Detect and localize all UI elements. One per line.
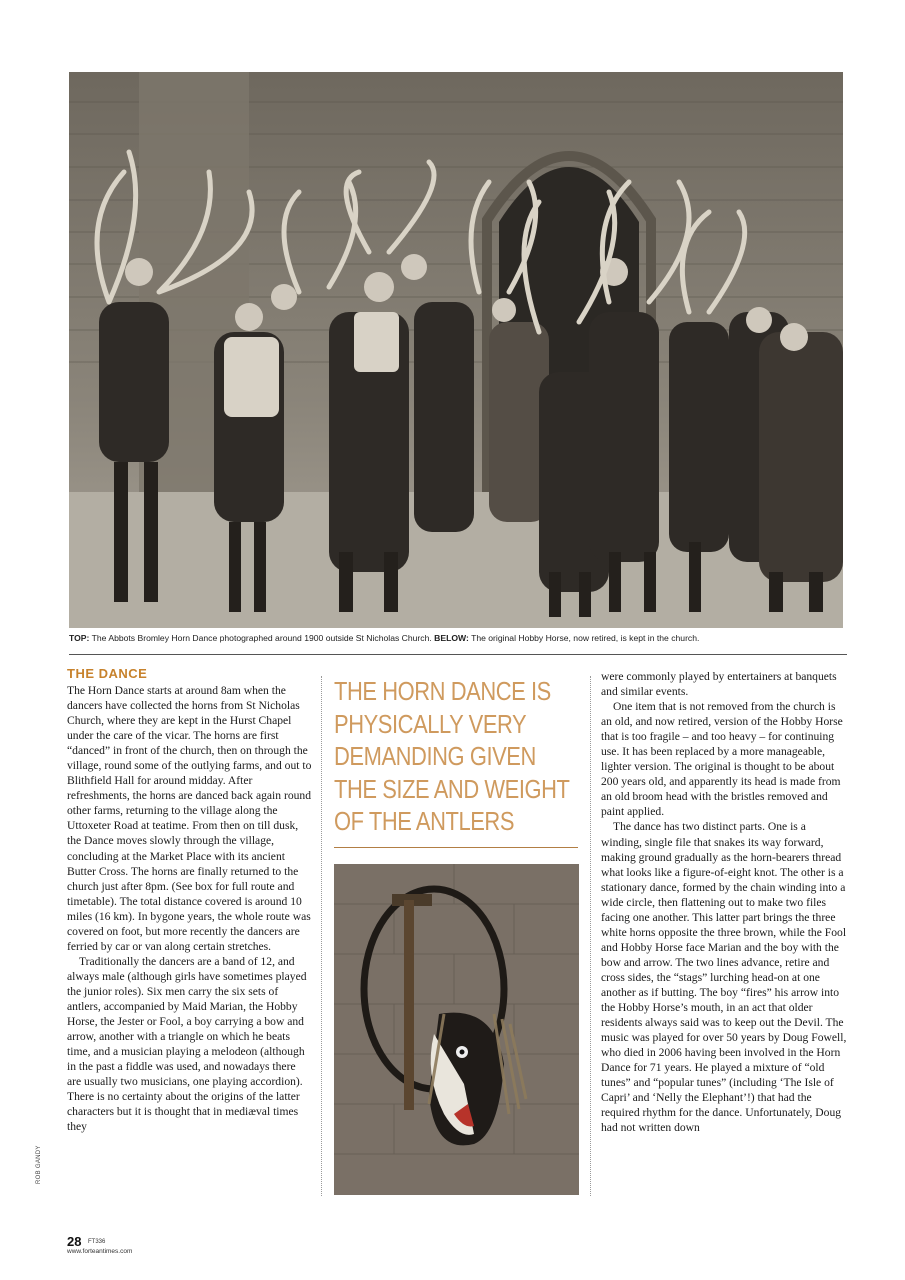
article-column-3 bbox=[601, 669, 847, 1135]
pull-quote: THE HORN DANCE IS PHYSICALLY VERY DEMANDING GIVEN THE SIZE AND WEIGHT OF THE ANTLERS bbox=[334, 678, 570, 836]
hobby-horse-photo bbox=[334, 864, 579, 1195]
column-1-paragraph-1: The Horn Dance starts at around 8am when the dancers have collected the horns from St Nicholas Church, where they are kept in the Hurst Chapel under the care of the vicar. The horns are first “danced” in front of the church, then on through the village, round some of the outlying farms, and out to Blithfield Hall for around midday. After refreshments, the horns are danced back again round other farms, returning to the village along the Uttoxeter Road at teatime. From then on till dusk, the Dance moves slowly through the village, concluding at the Market Place with its ancient Butter Cross. The horns are finally returned to the church just after 8pm. (See box for full route and timetable). The total distance covered is around 10 miles (16 km). In bygone years, the whole route was covered on foot, but more recently the dancers are ferried by car or van along certain stretches. bbox=[67, 684, 312, 953]
column-divider-1 bbox=[321, 676, 322, 1196]
caption-divider bbox=[69, 654, 847, 655]
pull-quote-rule bbox=[334, 847, 578, 848]
column-1-paragraph-2: Traditionally the dancers are a band of 12, and always male (although girls have sometimes played the junior roles). Six men carry the six sets of antlers, accompanied by Maid Marian, the Hobby Horse, the Jester or Fool, a boy carrying a bow and arrow, another with a triangle on which he beats time, and a musician playing a melodeon (although in the past a fiddle was used, and nowadays there are usually two musicians, one playing accordion). There is no certainty about the origins of the latter characters but it is thought that in mediæval times they bbox=[67, 954, 307, 1134]
hobby-horse-illustration bbox=[334, 864, 579, 1195]
photo-credit: ROB GANDY bbox=[36, 1145, 42, 1184]
top-photo-horn-dancers bbox=[69, 72, 843, 628]
photo-caption bbox=[69, 632, 849, 644]
top-photo-illustration bbox=[69, 72, 843, 628]
page-number: 28 bbox=[67, 1234, 82, 1249]
column-3-paragraph-3: The dance has two distinct parts. One is a winding, single file that snakes its way forward, making ground gradually as the horn-bearers thread what looks like a figure-of-eight knot. The other is a stationary dance, formed by the chain winding into a wide circle, then flattening out to make two files facing one another. This latter part brings the three white horns opposite the three brown, while the Fool and Hobby Horse face Marian and the boy with the bow and arrow. The two lines advance, retire and cross sides, the “stags” lurching head-on at one another as if butting. The boy “fires” his arrow into the Hobby Horse’s mouth, in an act that older residents always said was to keep out the Devil. The music was played for over 50 years by Doug Fowell, who died in 2006 having been involved in the Horn Dance for 71 years. He played a mixture of “old tunes” and “popular tunes” (including ‘The Isle of Capri’ and ‘Nelly the Elephant’!) that had the required rhythm for the dance. Unfortunately, Doug had not written down bbox=[601, 820, 847, 1135]
caption-top-text: The Abbots Bromley Horn Dance photographed around 1900 outside St Nicholas Church. bbox=[91, 633, 432, 643]
issue-number: FT336 bbox=[88, 1239, 106, 1245]
website-link[interactable]: www.forteantimes.com bbox=[67, 1248, 133, 1255]
article-column-1 bbox=[67, 683, 312, 1134]
caption-below-text: The original Hobby Horse, now retired, is kept in the church. bbox=[471, 633, 700, 643]
column-divider-2 bbox=[590, 676, 591, 1196]
caption-top-label: TOP: bbox=[69, 633, 90, 643]
caption-below-label: BELOW: bbox=[434, 633, 469, 643]
section-heading: THE DANCE bbox=[67, 666, 148, 681]
column-3-paragraph-1: were commonly played by entertainers at banquets and similar events. bbox=[601, 670, 837, 699]
column-3-paragraph-2: One item that is not removed from the church is an old, and now retired, version of the Hobby Horse that is too fragile – and too heavy – for continuing use. It has been replaced by a more manageable, lighter version. The original is thought to be about 200 years old, and apparently its head is made from an old broom head with the bristles removed and paint applied. bbox=[601, 700, 843, 819]
